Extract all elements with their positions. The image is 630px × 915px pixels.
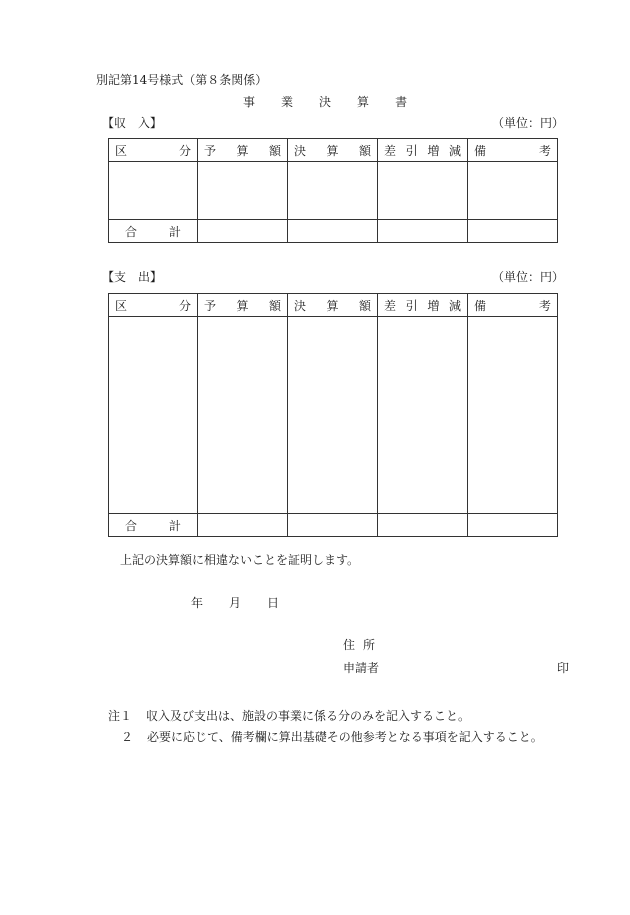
budget-cell[interactable] [198, 162, 288, 220]
title-char: 決 [319, 95, 332, 109]
column-header-budget: 予 算 額 [198, 139, 288, 162]
note-item [121, 728, 543, 745]
note-number: ２ [121, 730, 134, 744]
column-header-remarks: 備 考 [468, 294, 558, 317]
day-label: 日 [267, 596, 280, 610]
total-label: 合 計 [109, 514, 198, 537]
settlement-cell[interactable] [288, 162, 378, 220]
total-label: 合 計 [109, 220, 198, 243]
column-header-remarks: 備 考 [468, 139, 558, 162]
category-cell[interactable] [109, 317, 198, 514]
table-row [109, 162, 558, 220]
income-table [108, 138, 558, 243]
remarks-cell[interactable] [468, 162, 558, 220]
expense-table [108, 293, 558, 537]
column-header-category: 区 分 [109, 294, 198, 317]
total-row [109, 514, 558, 537]
title-char: 書 [395, 95, 408, 109]
settlement-total-cell[interactable] [288, 220, 378, 243]
table-row [109, 317, 558, 514]
budget-cell[interactable] [198, 317, 288, 514]
income-unit-label: （単位：円） [492, 116, 565, 130]
total-row [109, 220, 558, 243]
year-label: 年 [191, 596, 204, 610]
column-header-difference: 差 引 増 減 [378, 139, 468, 162]
month-label: 月 [229, 596, 242, 610]
column-header-category: 区 分 [109, 139, 198, 162]
applicant-field[interactable]: 申請者 [343, 661, 380, 675]
difference-cell[interactable] [378, 317, 468, 514]
note-text: 必要に応じて、備考欄に算出基礎その他参考となる事項を記入すること。 [147, 730, 543, 744]
difference-total-cell[interactable] [378, 514, 468, 537]
remarks-total-cell[interactable] [468, 220, 558, 243]
note-number: 注１ [108, 709, 133, 723]
category-cell[interactable] [109, 162, 198, 220]
table-header-row [109, 294, 558, 317]
document-title [243, 93, 433, 110]
note-item [108, 707, 470, 724]
income-section-heading: 【収 入】 [102, 116, 163, 130]
form-number-label: 別記第14号様式（第８条関係） [96, 73, 268, 87]
difference-cell[interactable] [378, 162, 468, 220]
column-header-settlement: 決 算 額 [288, 294, 378, 317]
budget-total-cell[interactable] [198, 514, 288, 537]
remarks-total-cell[interactable] [468, 514, 558, 537]
expense-section-heading: 【支 出】 [102, 270, 163, 284]
remarks-cell[interactable] [468, 317, 558, 514]
date-line[interactable] [191, 594, 305, 611]
table-header-row [109, 139, 558, 162]
title-char: 事 [243, 95, 256, 109]
difference-total-cell[interactable] [378, 220, 468, 243]
note-text: 収入及び支出は、施設の事業に係る分のみを記入すること。 [146, 709, 471, 723]
column-header-difference: 差 引 増 減 [378, 294, 468, 317]
settlement-total-cell[interactable] [288, 514, 378, 537]
seal-mark: 印 [557, 661, 570, 675]
title-char: 算 [357, 95, 370, 109]
title-char: 業 [281, 95, 294, 109]
column-header-settlement: 決 算 額 [288, 139, 378, 162]
expense-unit-label: （単位：円） [492, 270, 565, 284]
column-header-budget: 予 算 額 [198, 294, 288, 317]
certification-statement: 上記の決算額に相違ないことを証明します。 [120, 553, 360, 567]
address-field[interactable]: 住 所 [343, 638, 376, 652]
settlement-cell[interactable] [288, 317, 378, 514]
budget-total-cell[interactable] [198, 220, 288, 243]
